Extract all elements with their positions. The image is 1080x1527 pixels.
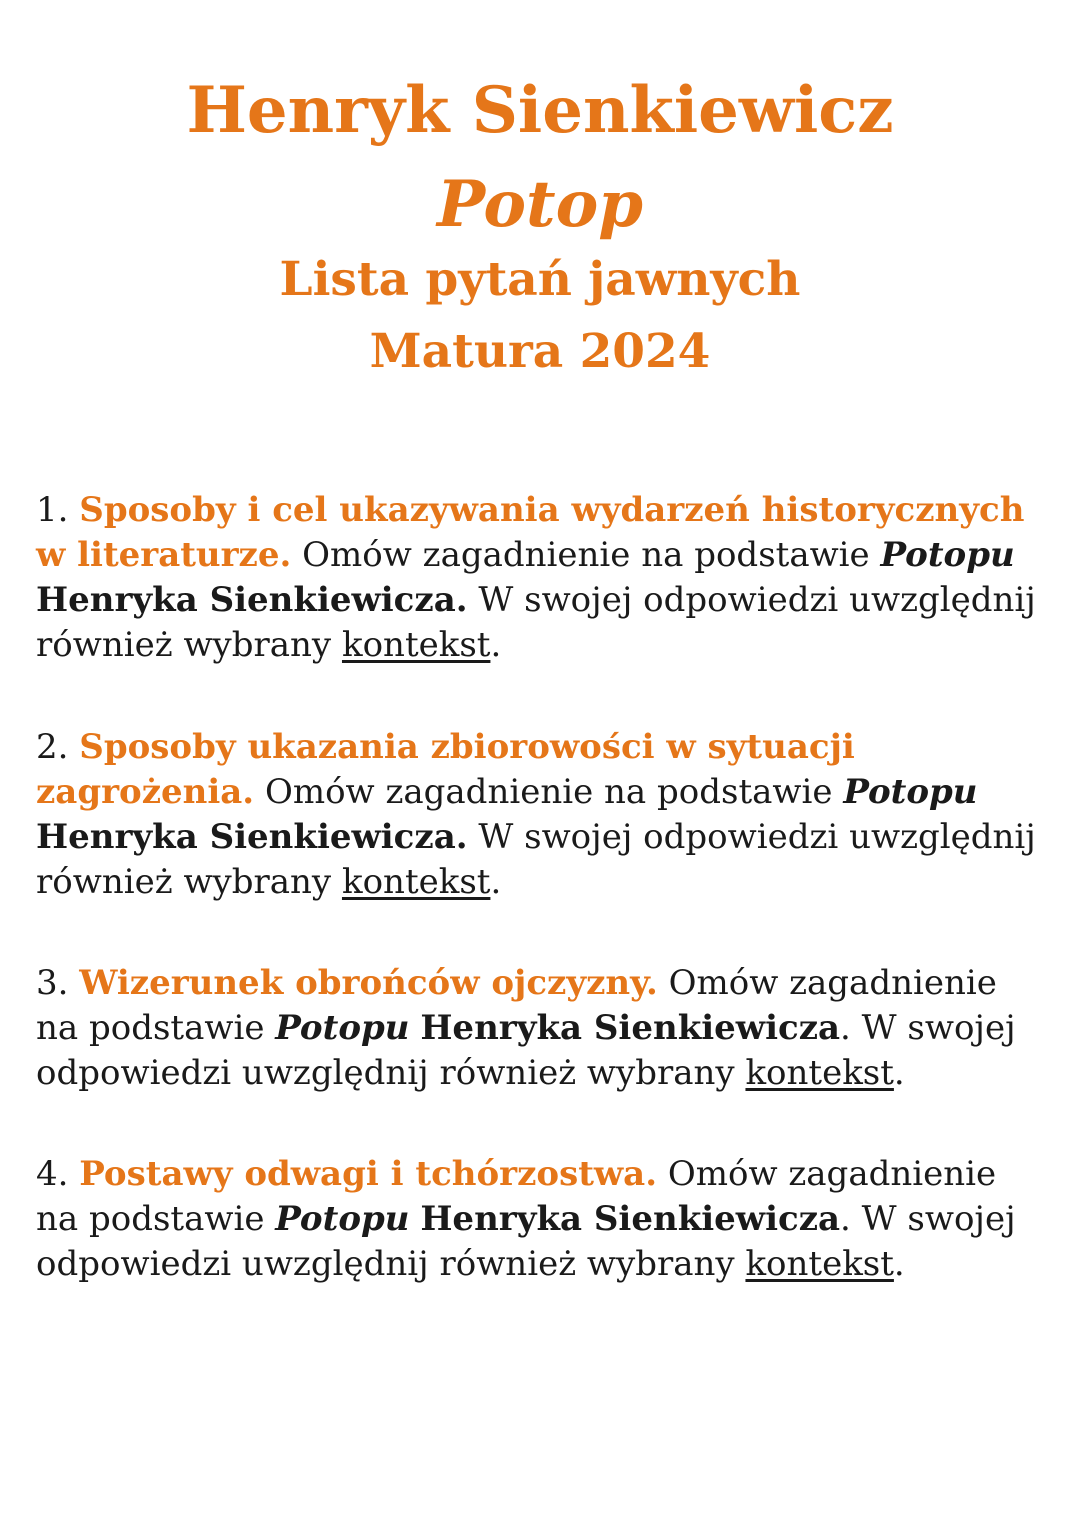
- question-topic: Sposoby ukazania zbiorowości w sytuacji zagrożenia.: [36, 727, 855, 812]
- question-item: [36, 961, 1046, 1096]
- context-term: kontekst: [745, 1244, 894, 1284]
- work-reference: Potopu: [275, 1008, 410, 1048]
- context-term: kontekst: [341, 625, 491, 665]
- question-intro: Omów zagadnienie na podstawie: [302, 535, 870, 575]
- question-end: .: [490, 862, 502, 902]
- question-rest: . W swojej odpowiedzi uwzględnij również wybrany: [36, 1199, 1016, 1284]
- author-reference: Henryka Sienkiewicza.: [36, 580, 468, 620]
- question-list: [36, 488, 1046, 1344]
- question-end: .: [490, 625, 502, 665]
- author-reference: Henryka Sienkiewicza.: [36, 817, 468, 857]
- question-item: [36, 488, 1046, 668]
- question-end: .: [893, 1244, 905, 1284]
- question-topic: Postawy odwagi i tchórzostwa.: [79, 1154, 658, 1194]
- question-number: 3.: [36, 963, 69, 1003]
- question-item: [36, 725, 1046, 905]
- author-reference: Henryka Sienkiewicza: [420, 1199, 841, 1239]
- question-end: .: [893, 1053, 905, 1093]
- author-heading: Henryk Sienkiewicz: [186, 73, 894, 148]
- context-term: kontekst: [341, 862, 491, 902]
- work-reference: Potopu: [275, 1199, 410, 1239]
- question-intro: Omów zagadnienie na podstawie: [264, 772, 833, 812]
- question-rest: W swojej odpowiedzi uwzględnij również wybrany: [36, 817, 1036, 902]
- work-title-heading: Potop: [436, 167, 644, 242]
- work-reference: Potopu: [843, 772, 978, 812]
- list-title-heading: Lista pytań jawnych: [279, 252, 801, 307]
- question-item: [36, 1152, 1046, 1287]
- question-intro: Omów zagadnienie na podstawie: [36, 1154, 997, 1239]
- question-intro: Omów zagadnienie na podstawie: [36, 963, 997, 1048]
- exam-heading: Matura 2024: [369, 324, 711, 379]
- question-rest: . W swojej odpowiedzi uwzględnij również wybrany: [36, 1008, 1016, 1093]
- question-number: 2.: [36, 727, 69, 767]
- author-reference: Henryka Sienkiewicza: [420, 1008, 841, 1048]
- question-number: 4.: [36, 1154, 69, 1194]
- context-term: kontekst: [745, 1053, 894, 1093]
- question-topic: Wizerunek obrońców ojczyzny.: [79, 963, 658, 1003]
- question-rest: W swojej odpowiedzi uwzględnij również wybrany: [36, 580, 1036, 665]
- question-number: 1.: [36, 490, 69, 530]
- work-reference: Potopu: [880, 535, 1015, 575]
- question-topic: Sposoby i cel ukazywania wydarzeń historycznych w literaturze.: [36, 490, 1025, 575]
